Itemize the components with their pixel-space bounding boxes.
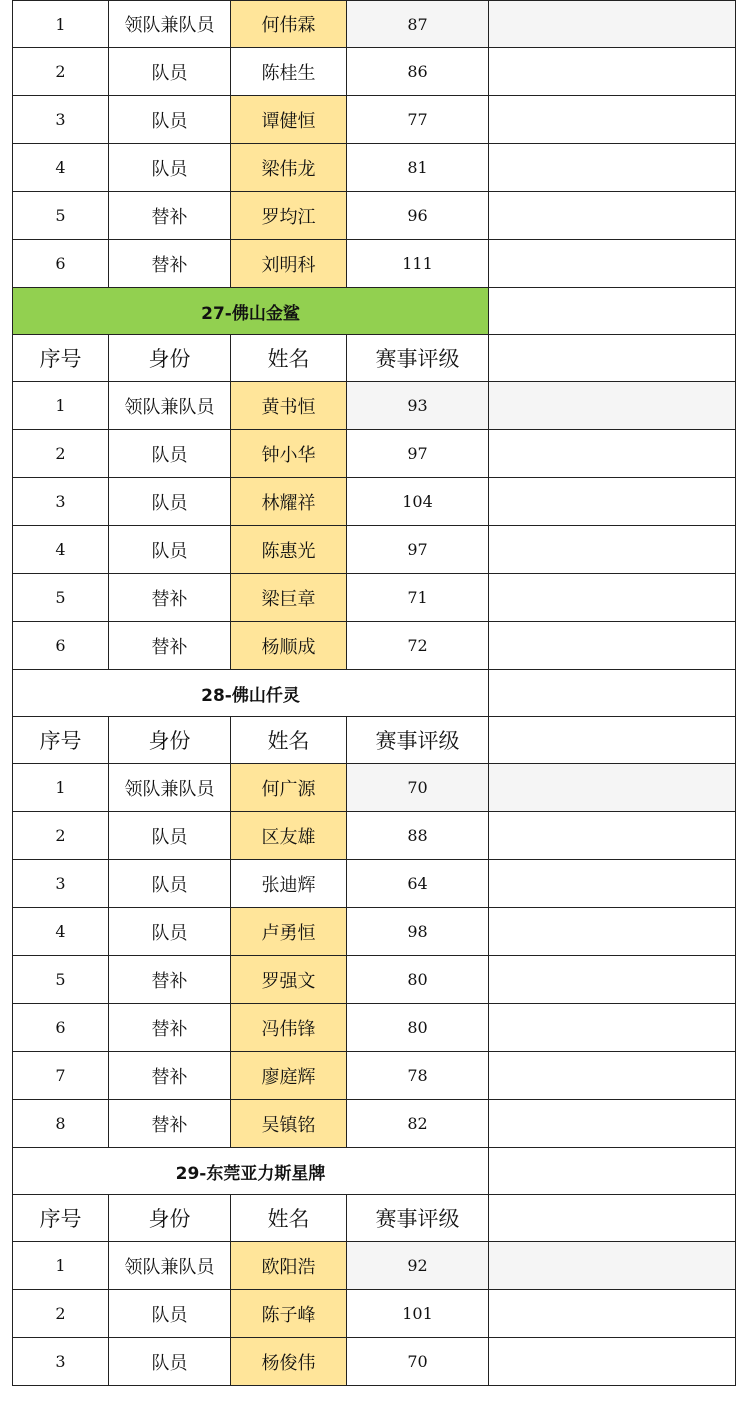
blank-cell[interactable] bbox=[489, 1, 736, 47]
seq-cell[interactable]: 6 bbox=[12, 622, 109, 669]
role-cell[interactable]: 队员 bbox=[109, 812, 231, 859]
blank-cell[interactable] bbox=[489, 144, 736, 191]
table-row bbox=[12, 1100, 736, 1148]
rating-cell[interactable]: 70 bbox=[347, 764, 489, 811]
seq-cell[interactable]: 7 bbox=[12, 1052, 109, 1099]
role-cell[interactable]: 领队兼队员 bbox=[109, 382, 231, 429]
rating-cell[interactable]: 97 bbox=[347, 430, 489, 477]
blank-cell[interactable] bbox=[489, 860, 736, 907]
table-row bbox=[12, 956, 736, 1004]
name-cell[interactable]: 何伟霖 bbox=[231, 1, 347, 47]
role-cell[interactable]: 队员 bbox=[109, 526, 231, 573]
role-cell[interactable]: 替补 bbox=[109, 956, 231, 1003]
table-row bbox=[12, 860, 736, 908]
blank-cell[interactable] bbox=[489, 812, 736, 859]
blank-cell[interactable] bbox=[489, 1195, 736, 1241]
rating-cell[interactable]: 86 bbox=[347, 48, 489, 95]
seq-cell[interactable]: 2 bbox=[12, 430, 109, 477]
header-name[interactable]: 姓名 bbox=[231, 717, 347, 763]
name-cell[interactable]: 谭健恒 bbox=[231, 96, 347, 143]
table-row bbox=[12, 526, 736, 574]
seq-cell[interactable]: 2 bbox=[12, 1290, 109, 1337]
seq-cell[interactable]: 5 bbox=[12, 574, 109, 621]
name-cell[interactable]: 梁巨章 bbox=[231, 574, 347, 621]
role-cell[interactable]: 领队兼队员 bbox=[109, 764, 231, 811]
name-cell[interactable]: 何广源 bbox=[231, 764, 347, 811]
role-cell[interactable]: 队员 bbox=[109, 144, 231, 191]
table-row bbox=[12, 1242, 736, 1290]
header-role[interactable]: 身份 bbox=[109, 1195, 231, 1241]
seq-cell[interactable]: 4 bbox=[12, 908, 109, 955]
table-row bbox=[12, 48, 736, 96]
seq-cell[interactable]: 6 bbox=[12, 240, 109, 287]
table-row bbox=[12, 574, 736, 622]
header-role[interactable]: 身份 bbox=[109, 717, 231, 763]
table-row bbox=[12, 1290, 736, 1338]
blank-cell[interactable] bbox=[489, 1290, 736, 1337]
rating-cell[interactable]: 80 bbox=[347, 956, 489, 1003]
seq-cell[interactable]: 1 bbox=[12, 382, 109, 429]
table-row bbox=[12, 622, 736, 670]
table-row bbox=[12, 192, 736, 240]
name-cell[interactable]: 林耀祥 bbox=[231, 478, 347, 525]
seq-cell[interactable]: 4 bbox=[12, 144, 109, 191]
team-title-row bbox=[12, 670, 736, 717]
name-cell[interactable]: 罗强文 bbox=[231, 956, 347, 1003]
header-rating[interactable]: 赛事评级 bbox=[347, 1195, 489, 1241]
table-row bbox=[12, 96, 736, 144]
blank-cell[interactable] bbox=[489, 764, 736, 811]
roster-sheet bbox=[12, 0, 736, 1386]
role-cell[interactable]: 替补 bbox=[109, 1052, 231, 1099]
rating-cell[interactable]: 82 bbox=[347, 1100, 489, 1147]
table-row bbox=[12, 1338, 736, 1386]
blank-cell[interactable] bbox=[489, 526, 736, 573]
rating-cell[interactable]: 80 bbox=[347, 1004, 489, 1051]
table-row bbox=[12, 382, 736, 430]
header-rating[interactable]: 赛事评级 bbox=[347, 717, 489, 763]
role-cell[interactable]: 队员 bbox=[109, 478, 231, 525]
seq-cell[interactable]: 2 bbox=[12, 812, 109, 859]
blank-cell[interactable] bbox=[489, 574, 736, 621]
role-cell[interactable]: 队员 bbox=[109, 1290, 231, 1337]
role-cell[interactable]: 替补 bbox=[109, 574, 231, 621]
blank-cell[interactable] bbox=[489, 240, 736, 287]
role-cell[interactable]: 替补 bbox=[109, 240, 231, 287]
header-name[interactable]: 姓名 bbox=[231, 335, 347, 381]
column-header-row bbox=[12, 335, 736, 382]
rating-cell[interactable]: 77 bbox=[347, 96, 489, 143]
blank-cell[interactable] bbox=[489, 96, 736, 143]
rating-cell[interactable]: 93 bbox=[347, 382, 489, 429]
seq-cell[interactable]: 1 bbox=[12, 764, 109, 811]
name-cell[interactable]: 廖庭辉 bbox=[231, 1052, 347, 1099]
table-row bbox=[12, 240, 736, 288]
rating-cell[interactable]: 64 bbox=[347, 860, 489, 907]
rating-cell[interactable]: 88 bbox=[347, 812, 489, 859]
name-cell[interactable]: 陈子峰 bbox=[231, 1290, 347, 1337]
blank-cell[interactable] bbox=[489, 1148, 736, 1194]
name-cell[interactable]: 陈桂生 bbox=[231, 48, 347, 95]
rating-cell[interactable]: 98 bbox=[347, 908, 489, 955]
role-cell[interactable]: 队员 bbox=[109, 96, 231, 143]
role-cell[interactable]: 领队兼队员 bbox=[109, 1, 231, 47]
role-cell[interactable]: 队员 bbox=[109, 48, 231, 95]
seq-cell[interactable]: 3 bbox=[12, 860, 109, 907]
seq-cell[interactable]: 3 bbox=[12, 1338, 109, 1385]
name-cell[interactable]: 卢勇恒 bbox=[231, 908, 347, 955]
table-row bbox=[12, 908, 736, 956]
team-title-row bbox=[12, 1148, 736, 1195]
rating-cell[interactable]: 104 bbox=[347, 478, 489, 525]
name-cell[interactable]: 杨俊伟 bbox=[231, 1338, 347, 1385]
seq-cell[interactable]: 3 bbox=[12, 96, 109, 143]
header-seq[interactable]: 序号 bbox=[12, 1195, 109, 1241]
table-row bbox=[12, 764, 736, 812]
blank-cell[interactable] bbox=[489, 956, 736, 1003]
role-cell[interactable]: 替补 bbox=[109, 192, 231, 239]
table-row bbox=[12, 0, 736, 48]
role-cell[interactable]: 领队兼队员 bbox=[109, 1242, 231, 1289]
rating-cell[interactable]: 87 bbox=[347, 1, 489, 47]
name-cell[interactable]: 陈惠光 bbox=[231, 526, 347, 573]
seq-cell[interactable]: 3 bbox=[12, 478, 109, 525]
blank-cell[interactable] bbox=[489, 382, 736, 429]
rating-cell[interactable]: 72 bbox=[347, 622, 489, 669]
name-cell[interactable]: 杨顺成 bbox=[231, 622, 347, 669]
header-role[interactable]: 身份 bbox=[109, 335, 231, 381]
name-cell[interactable]: 罗均江 bbox=[231, 192, 347, 239]
blank-cell[interactable] bbox=[489, 1338, 736, 1385]
name-cell[interactable]: 黄书恒 bbox=[231, 382, 347, 429]
rating-cell[interactable]: 81 bbox=[347, 144, 489, 191]
column-header-row bbox=[12, 1195, 736, 1242]
name-cell[interactable]: 梁伟龙 bbox=[231, 144, 347, 191]
blank-cell[interactable] bbox=[489, 908, 736, 955]
blank-cell[interactable] bbox=[489, 1100, 736, 1147]
header-rating[interactable]: 赛事评级 bbox=[347, 335, 489, 381]
table-row bbox=[12, 430, 736, 478]
team-title[interactable]: 29-东莞亚力斯星牌 bbox=[12, 1148, 489, 1194]
header-seq[interactable]: 序号 bbox=[12, 335, 109, 381]
name-cell[interactable]: 冯伟锋 bbox=[231, 1004, 347, 1051]
role-cell[interactable]: 替补 bbox=[109, 1004, 231, 1051]
role-cell[interactable]: 替补 bbox=[109, 1100, 231, 1147]
role-cell[interactable]: 队员 bbox=[109, 430, 231, 477]
blank-cell[interactable] bbox=[489, 1052, 736, 1099]
seq-cell[interactable]: 6 bbox=[12, 1004, 109, 1051]
rating-cell[interactable]: 71 bbox=[347, 574, 489, 621]
blank-cell[interactable] bbox=[489, 192, 736, 239]
rating-cell[interactable]: 92 bbox=[347, 1242, 489, 1289]
name-cell[interactable]: 钟小华 bbox=[231, 430, 347, 477]
rating-cell[interactable]: 101 bbox=[347, 1290, 489, 1337]
blank-cell[interactable] bbox=[489, 48, 736, 95]
blank-cell[interactable] bbox=[489, 717, 736, 763]
header-seq[interactable]: 序号 bbox=[12, 717, 109, 763]
table-row bbox=[12, 478, 736, 526]
name-cell[interactable]: 刘明科 bbox=[231, 240, 347, 287]
team-title-row bbox=[12, 288, 736, 335]
blank-cell[interactable] bbox=[489, 288, 736, 334]
rating-cell[interactable]: 78 bbox=[347, 1052, 489, 1099]
team-title[interactable]: 28-佛山仟灵 bbox=[12, 670, 489, 716]
blank-cell[interactable] bbox=[489, 430, 736, 477]
seq-cell[interactable]: 5 bbox=[12, 956, 109, 1003]
table-row bbox=[12, 812, 736, 860]
role-cell[interactable]: 替补 bbox=[109, 622, 231, 669]
rating-cell[interactable]: 97 bbox=[347, 526, 489, 573]
blank-cell[interactable] bbox=[489, 335, 736, 381]
column-header-row bbox=[12, 717, 736, 764]
role-cell[interactable]: 队员 bbox=[109, 1338, 231, 1385]
blank-cell[interactable] bbox=[489, 1242, 736, 1289]
seq-cell[interactable]: 1 bbox=[12, 1242, 109, 1289]
role-cell[interactable]: 队员 bbox=[109, 860, 231, 907]
rating-cell[interactable]: 70 bbox=[347, 1338, 489, 1385]
blank-cell[interactable] bbox=[489, 670, 736, 716]
seq-cell[interactable]: 2 bbox=[12, 48, 109, 95]
table-row bbox=[12, 1004, 736, 1052]
name-cell[interactable]: 吴镇铭 bbox=[231, 1100, 347, 1147]
seq-cell[interactable]: 5 bbox=[12, 192, 109, 239]
header-name[interactable]: 姓名 bbox=[231, 1195, 347, 1241]
blank-cell[interactable] bbox=[489, 1004, 736, 1051]
seq-cell[interactable]: 8 bbox=[12, 1100, 109, 1147]
role-cell[interactable]: 队员 bbox=[109, 908, 231, 955]
table-row bbox=[12, 1052, 736, 1100]
table-row bbox=[12, 144, 736, 192]
rating-cell[interactable]: 111 bbox=[347, 240, 489, 287]
seq-cell[interactable]: 4 bbox=[12, 526, 109, 573]
rating-cell[interactable]: 96 bbox=[347, 192, 489, 239]
team-title[interactable]: 27-佛山金鲨 bbox=[12, 288, 489, 334]
name-cell[interactable]: 张迪辉 bbox=[231, 860, 347, 907]
blank-cell[interactable] bbox=[489, 622, 736, 669]
seq-cell[interactable]: 1 bbox=[12, 1, 109, 47]
blank-cell[interactable] bbox=[489, 478, 736, 525]
name-cell[interactable]: 欧阳浩 bbox=[231, 1242, 347, 1289]
name-cell[interactable]: 区友雄 bbox=[231, 812, 347, 859]
